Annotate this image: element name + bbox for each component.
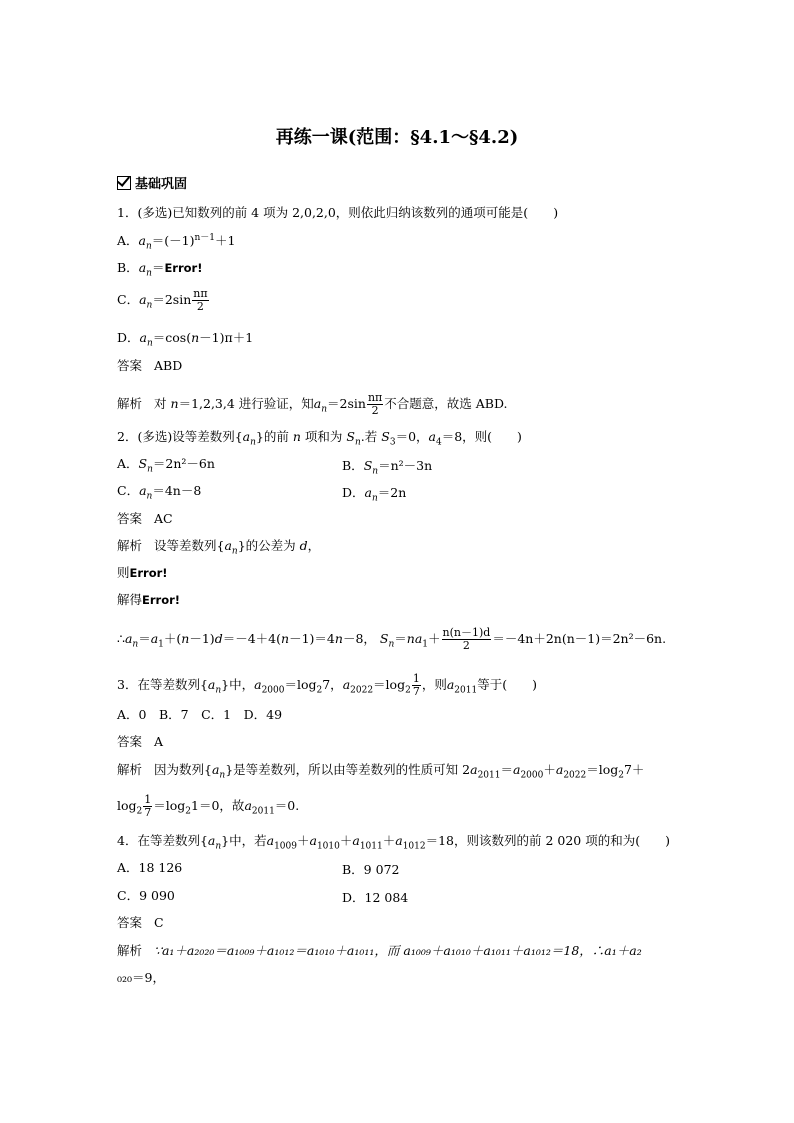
fraction: $\frac{n\pi}{2}$: [367, 391, 383, 417]
q1-analysis: 解析 对 n＝1,2,3,4 进行验证，知$a_n=2\sin$ $\frac{n\pi}{2}$ 不合题意，故选 ABD.: [117, 391, 508, 417]
q4-analysis: 解析 ∵a₁＋a₂₀₂₀＝a₁₀₀₉＋a₁₀₁₂＝a₁₀₁₀＋a₁₀₁₁，而 a₁₀₀₉＋a₁₀₁₀＋a₁₀₁₁＋a₁₀₁₂＝18，∴a₁＋a₂: [117, 943, 642, 958]
q2-option-d: D．$a_n=2n$: [342, 485, 407, 504]
page-title: 再练一课(范围：§4.1～§4.2): [275, 127, 519, 148]
q1-answer: 答案 ABD: [117, 358, 183, 373]
q2-analysis: 解析 设等差数列$\{a_n\}$的公差为 d，: [117, 538, 321, 557]
q2-option-b: B．$S_n=n^2-3n$: [342, 458, 433, 477]
q2-line4: $\therefore a_n=a_1+(n-1)d=-4+4(n-1)=4n-8$， $S_n=na_1+$ $\frac{n(n-1)d}{2}$ ＝－4n＋2n(n－1)＝2n²－6n.: [117, 626, 667, 652]
q2-option-c: C．$a_n=4n-8$: [117, 483, 202, 502]
q1-stem: 1．(多选)已知数列的前 4 项为 2,0,2,0，则依此归纳该数列的通项可能是( ): [117, 205, 559, 220]
section-header: [117, 173, 187, 192]
q2-line2: 则Error!: [117, 565, 168, 580]
q2-stem: 2．(多选)设等差数列$\{a_n\}$的前 n 项和为 $S_n$.若 $S_3=0$，$a_4=8$，则( ): [117, 429, 522, 448]
q4-option-c: C．9 090: [117, 888, 175, 903]
q4-analysis-line2: ₀₂₀＝9，: [117, 970, 165, 985]
checkbox-icon: [117, 176, 131, 190]
q4-stem: 4．在等差数列$\{a_n\}$中，若$a_{1009}+a_{1010}+a_{1011}+a_{1012}=18$，则该数列的前 2 020 项的和为( ): [117, 833, 670, 852]
fraction: $\frac{n\pi}{2}$: [193, 287, 208, 313]
q3-stem: 3．在等差数列$\{a_n\}$中，$a_{2000}=\log_27$，$a_{2022}=\log_2$ $\frac{1}{7}$ ，则$a_{2011}$等于( ): [117, 672, 537, 698]
section-label: 基础巩固: [135, 177, 188, 192]
q2-answer: 答案 AC: [117, 511, 173, 526]
q2-line3: 解得Error!: [117, 592, 181, 607]
q1-option-a: A．$a_n=(-1)^{n-1}+1$: [117, 232, 236, 252]
q1-option-d: D．$a_n=\cos(n-1)\pi+1$: [117, 330, 254, 349]
q4-option-b: B．9 072: [342, 862, 400, 877]
q2-option-a: A．$S_n=2n^2-6n$: [117, 456, 215, 475]
fraction: $\frac{n(n-1)d}{2}$: [442, 626, 491, 652]
q3-options: A．0 B．7 C．1 D．49: [117, 707, 283, 722]
fraction: $\frac{1}{7}$: [412, 672, 420, 698]
q3-analysis-line2: $\log_2$ $\frac{1}{7}$ $=\log_21=0$，故$a_{2011}=0$.: [117, 793, 300, 819]
q1-option-c: C．$a_n=2\sin$ $\frac{n\pi}{2}$: [117, 287, 208, 313]
q1-option-b: B．$a_n=Error$!: [117, 260, 203, 279]
fraction: $\frac{1}{7}$: [144, 793, 152, 819]
q3-analysis: 解析 因为数列$\{a_n\}$是等差数列，所以由等差数列的性质可知 $2a_{2011}=a_{2000}+a_{2022}=\log_27+$: [117, 762, 645, 781]
q4-answer: 答案 C: [117, 915, 164, 930]
q4-option-a: A．18 126: [117, 860, 183, 875]
q4-option-d: D．12 084: [342, 890, 409, 905]
q3-answer: 答案 A: [117, 734, 164, 749]
